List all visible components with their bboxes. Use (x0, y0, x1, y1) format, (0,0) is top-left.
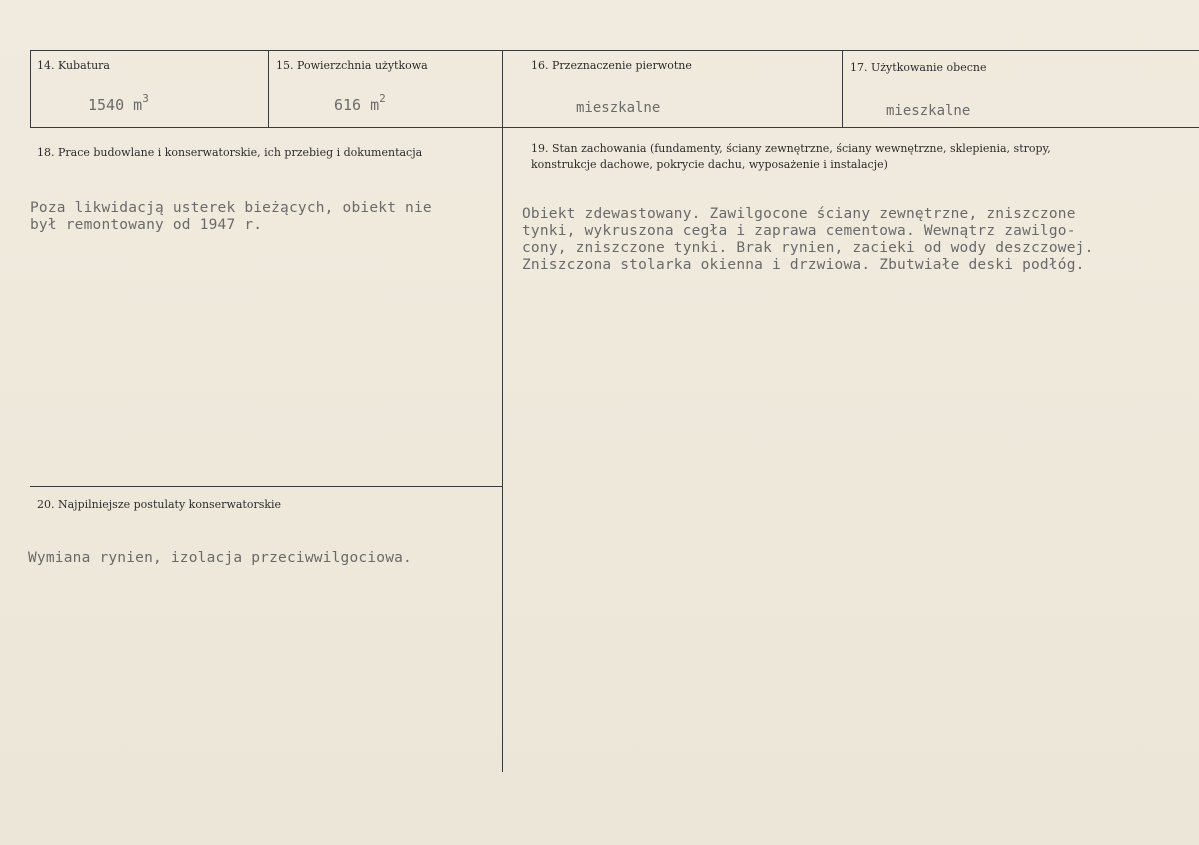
field-18-text-line-1: Poza likwidacją usterek bieżących, obiekt nie (30, 200, 432, 216)
field-17-label: 17. Użytkowanie obecne (850, 61, 987, 74)
col-divider-1 (268, 50, 269, 128)
field-15-number: 616 m (334, 96, 380, 114)
field-16-value: mieszkalne (576, 100, 661, 116)
field-19-text-line-3: cony, zniszczone tynki. Brak rynien, zacieki od wody deszczowej. (522, 240, 1094, 256)
field-15-exponent: 2 (379, 92, 386, 105)
field-20-label: 20. Najpilniejsze postulaty konserwatorskie (37, 498, 282, 511)
field-18-text-line-2: był remontowany od 1947 r. (30, 217, 263, 233)
row-divider (30, 127, 1199, 128)
field-19-label-line-1: 19. Stan zachowania (fundamenty, ściany zewnętrzne, ściany wewnętrzne, sklepienia, stropy, (531, 142, 1051, 155)
left-border (30, 50, 31, 128)
field-16-label: 16. Przeznaczenie pierwotne (531, 59, 692, 72)
field-14-value (88, 94, 149, 114)
field-19-text-line-4: Zniszczona stolarka okienna i drzwiowa. Zbutwiałe deski podłóg. (522, 257, 1085, 273)
field-19-text-line-2: tynki, wykruszona cegła i zaprawa cementowa. Wewnątrz zawilgo- (522, 223, 1076, 239)
field-19-label-line-2: konstrukcje dachowe, pokrycie dachu, wyposażenie i instalacje) (531, 158, 888, 171)
field-15-label: 15. Powierzchnia użytkowa (276, 59, 428, 72)
field-20-text-line-1: Wymiana rynien, izolacja przeciwwilgociowa. (28, 550, 412, 566)
field-14-label: 14. Kubatura (37, 59, 110, 72)
col-divider-3 (842, 50, 843, 128)
top-border (30, 50, 1199, 51)
field-14-exponent: 3 (142, 92, 149, 105)
field-18-label: 18. Prace budowlane i konserwatorskie, ich przebieg i dokumentacja (37, 146, 423, 159)
field-15-value (334, 94, 386, 114)
col-divider-center (502, 50, 503, 772)
section-divider (30, 486, 502, 487)
field-19-text-line-1: Obiekt zdewastowany. Zawilgocone ściany zewnętrzne, zniszczone (522, 206, 1076, 222)
field-14-number: 1540 m (88, 96, 143, 114)
field-17-value: mieszkalne (886, 103, 971, 119)
